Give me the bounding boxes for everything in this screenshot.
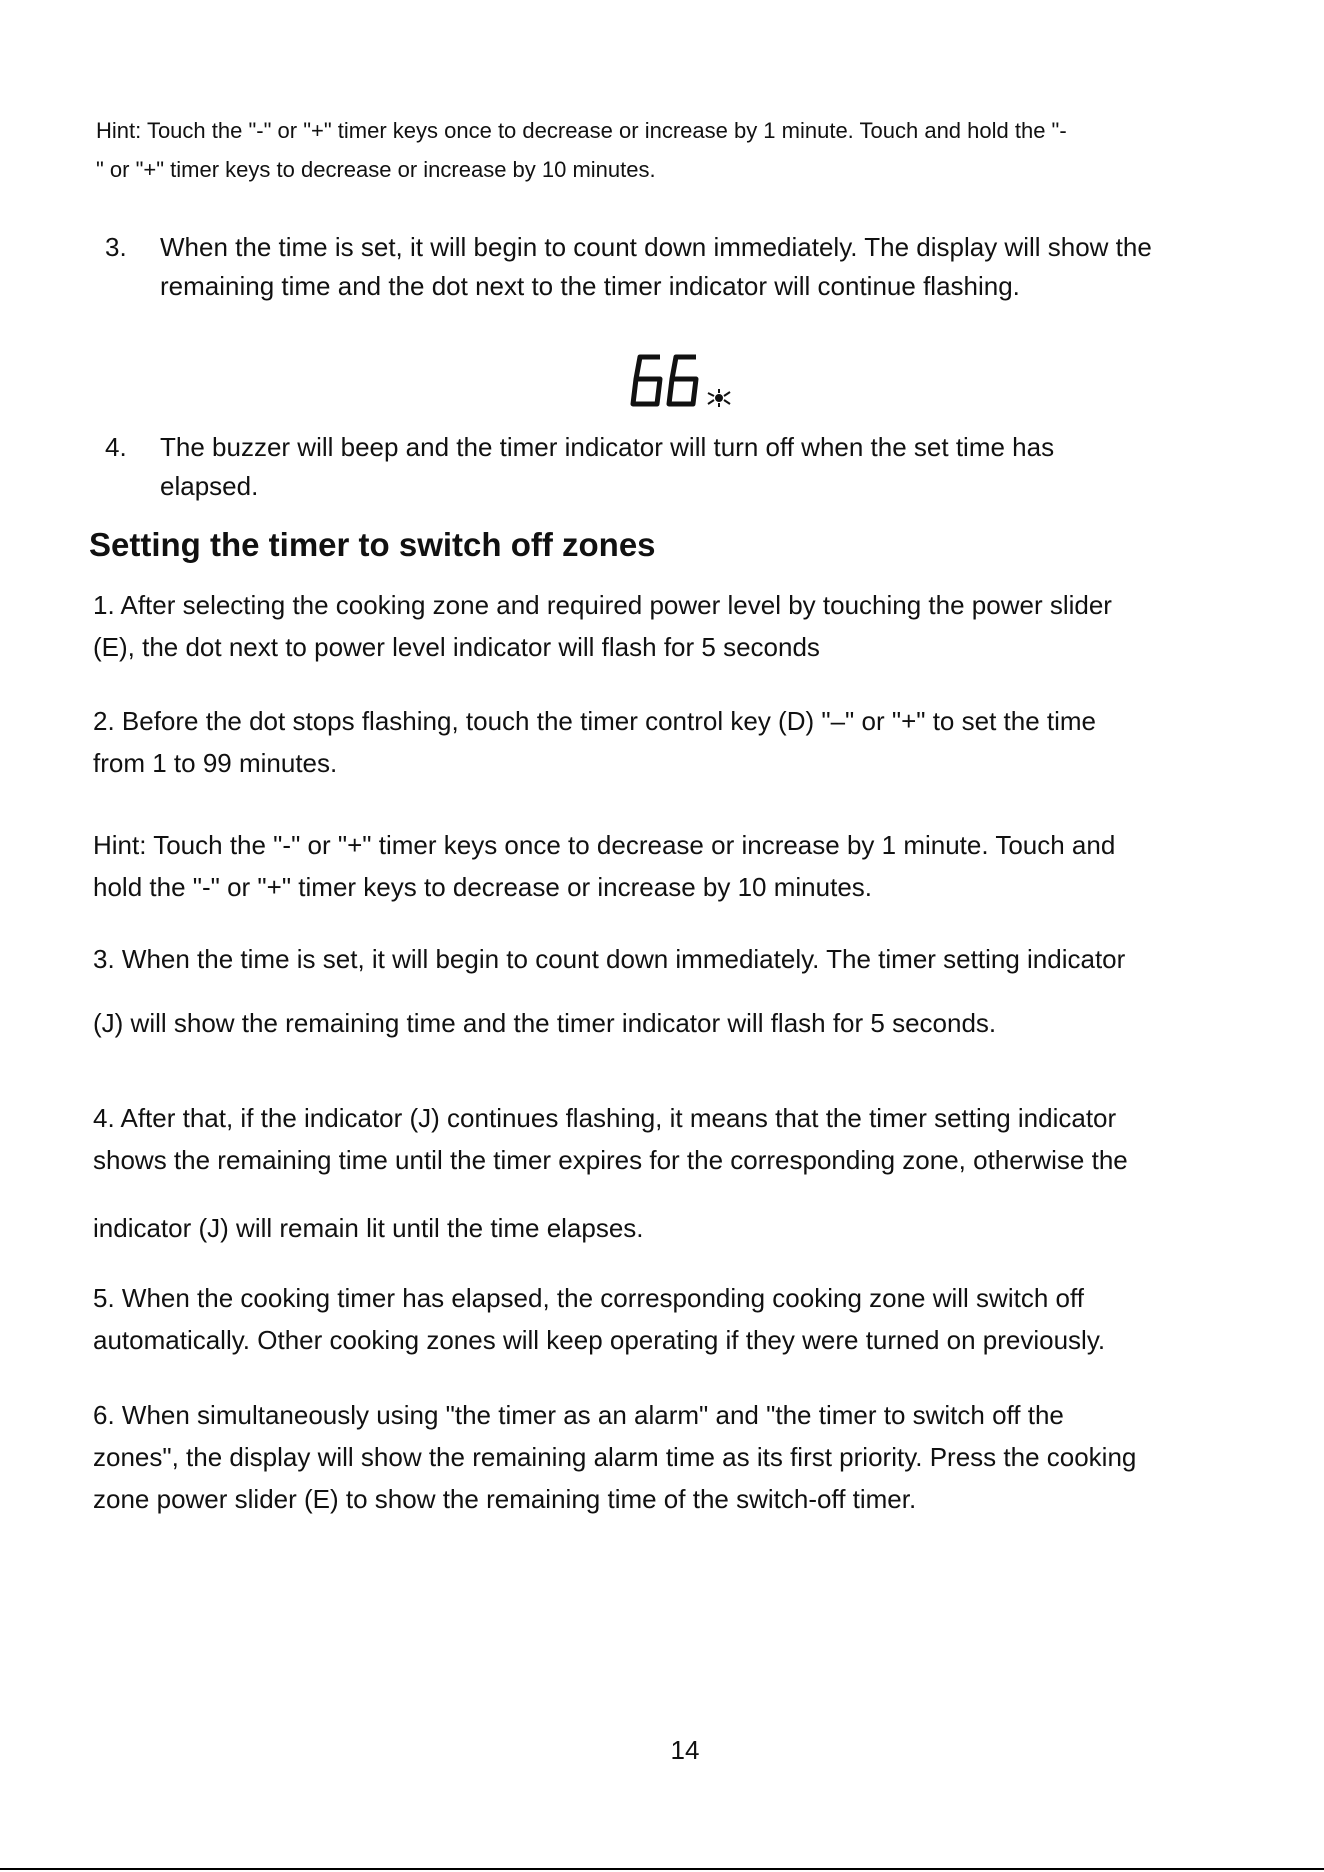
step-text: elapsed. — [160, 471, 259, 501]
paragraph-line: zones", the display will show the remaining alarm time as its first priority. Press the cooking — [93, 1442, 1137, 1472]
paragraph-line: Hint: Touch the "-" or "+" timer keys once to decrease or increase by 1 minute. Touch and — [93, 830, 1116, 860]
paragraph-line: 2. Before the dot stops flashing, touch the timer control key (D) "–" or "+" to set the time — [93, 706, 1097, 736]
step-text: When the time is set, it will begin to count down immediately. The display will show the — [160, 232, 1152, 262]
paragraph-line: zone power slider (E) to show the remaining time of the switch-off timer. — [93, 1484, 917, 1514]
hint-line: " or "+" timer keys to decrease or increase by 10 minutes. — [96, 157, 656, 182]
hint-line: Hint: Touch the "-" or "+" timer keys once to decrease or increase by 1 minute. Touch and hold the "- — [96, 118, 1067, 143]
paragraph-line: 4. After that, if the indicator (J) continues flashing, it means that the timer setting indicator — [93, 1103, 1117, 1133]
paragraph-line: 5. When the cooking timer has elapsed, the corresponding cooking zone will switch off — [93, 1283, 1084, 1313]
seven-segment-digits — [633, 357, 696, 404]
paragraph-line: indicator (J) will remain lit until the time elapses. — [93, 1213, 644, 1243]
paragraph-line: 6. When simultaneously using "the timer as an alarm" and "the timer to switch off the — [93, 1400, 1064, 1430]
timer-flash-icon — [708, 389, 730, 407]
paragraph-line: shows the remaining time until the timer expires for the corresponding zone, otherwise the — [93, 1145, 1128, 1175]
paragraph-line: (J) will show the remaining time and the timer indicator will flash for 5 seconds. — [93, 1008, 997, 1038]
paragraph-line: hold the "-" or "+" timer keys to decrease or increase by 10 minutes. — [93, 872, 872, 902]
paragraph-line: automatically. Other cooking zones will keep operating if they were turned on previously. — [93, 1325, 1106, 1355]
paragraph-line: 3. When the time is set, it will begin to count down immediately. The timer setting indicator — [93, 944, 1126, 974]
step-text: The buzzer will beep and the timer indicator will turn off when the set time has — [160, 432, 1055, 462]
paragraph-line: (E), the dot next to power level indicator will flash for 5 seconds — [93, 632, 820, 662]
paragraph-line: 1. After selecting the cooking zone and required power level by touching the power slider — [93, 590, 1112, 620]
timer-display — [630, 352, 742, 410]
step-number: 4. — [105, 432, 127, 462]
section-heading: Setting the timer to switch off zones — [89, 526, 656, 563]
paragraph-line: from 1 to 99 minutes. — [93, 748, 338, 778]
step-text: remaining time and the dot next to the timer indicator will continue flashing. — [160, 271, 1020, 301]
bottom-rule — [0, 1868, 1324, 1870]
step-number: 3. — [105, 232, 127, 262]
page-number: 14 — [670, 1735, 700, 1765]
